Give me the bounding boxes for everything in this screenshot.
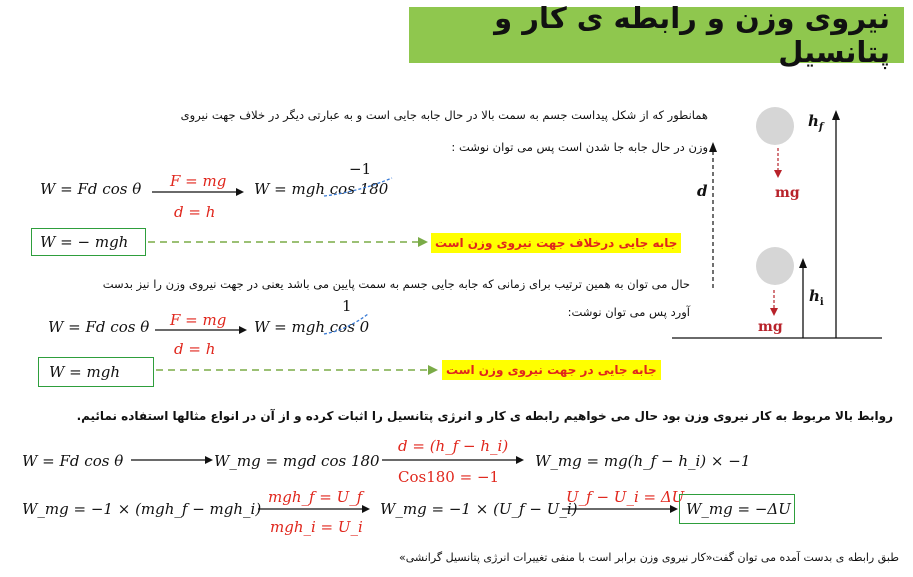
eq4-arrow-bottom: mgh_i = U_i (270, 518, 363, 536)
eq1-annotation: −1 (349, 160, 372, 178)
eq4-result: W_mg = −ΔU (686, 500, 791, 518)
eq4-left: W_mg = −1 × (mgh_f − mgh_i) (22, 500, 262, 518)
eq3-arrow-2 (382, 454, 524, 466)
d-label: d (697, 182, 708, 200)
mg-bottom-label: mg (758, 319, 783, 335)
relation-text: روابط بالا مربوط به کار نیروی وزن بود حال می خواهیم رابطه ی کار و انرژی پتانسیل را اثبات کرده و از آن در انواع مثالها استفاده نمائیم. (76, 409, 893, 423)
diagram (670, 90, 910, 350)
ball-top (756, 107, 794, 145)
eq1-result-box (31, 228, 146, 256)
eq4-arrow-2 (562, 503, 678, 515)
eq1-note: جابه جایی درخلاف جهت نیروی وزن است (431, 233, 681, 253)
eq1-right: W = mgh cos 180 (254, 180, 389, 198)
eq3-mid: W_mg = mgd cos 180 (214, 452, 380, 470)
eq3-arrow-1 (131, 454, 213, 466)
eq1-arrow (152, 186, 244, 198)
eq2-annotation: 1 (342, 297, 352, 315)
eq2-left: W = Fd cos θ (48, 318, 150, 336)
eq2-strike (322, 312, 372, 336)
eq3-right: W_mg = mg(h_f − h_i) × −1 (535, 452, 751, 470)
eq2-dashed-arrow (156, 364, 438, 376)
intro-line-1: همانطور که از شکل پیداست جسم به سمت بالا در حال جابه جایی است و به عبارتی دیگر در خلاف جهت نیروی (180, 108, 708, 122)
eq2-arrow (155, 324, 247, 336)
eq3-left: W = Fd cos θ (22, 452, 124, 470)
eq2-result-box (38, 357, 154, 387)
hi-label: $h_i$ (809, 287, 824, 308)
eq1-result: W = − mgh (40, 233, 129, 251)
eq4-arrow2-top: U_f − U_i = ΔU (566, 488, 685, 506)
intro-line-2: وزن در حال جابه جا شدن است پس می توان نوشت : (451, 140, 708, 154)
hf-label: $h_f$ (808, 112, 824, 133)
eq4-mid: W_mg = −1 × (U_f − U_i) (380, 500, 578, 518)
eq1-strike (322, 176, 394, 198)
eq2-arrow-bottom: d = h (174, 340, 216, 358)
eq2-right: W = mgh cos 0 (254, 318, 370, 336)
conclusion-text: طبق رابطه ی بدست آمده می توان گفت«کار نیروی وزن برابر است با منفی تغییرات انرژی پتانسیل گرانشی» (399, 551, 899, 564)
eq1-arrow-bottom: d = h (174, 203, 216, 221)
eq3-arrow-bottom: Cos180 = −1 (398, 468, 500, 486)
eq1-arrow-top: F = mg (170, 172, 227, 190)
eq1-dashed-arrow (148, 236, 428, 248)
eq2-arrow-top: F = mg (170, 311, 227, 329)
eq4-arrow-top: mgh_f = U_f (268, 488, 363, 506)
eq4-result-box (679, 494, 795, 524)
eq1-left: W = Fd cos θ (40, 180, 142, 198)
eq2-note: جابه جایی در جهت نیروی وزن است (442, 360, 661, 380)
mg-top-label: mg (775, 185, 800, 201)
ball-bottom (756, 247, 794, 285)
eq3-arrow-top: d = (h_f − h_i) (398, 437, 509, 455)
mid-line-2: آورد پس می توان نوشت: (567, 305, 690, 319)
mid-line-1: حال می توان به همین ترتیب برای زمانی که جابه جایی جسم به سمت پایین می باشد یعنی در جهت نیروی وزن را نیز بدست (102, 277, 690, 291)
eq4-arrow-1 (258, 503, 370, 515)
page-title: نیروی وزن و رابطه ی کار و پتانسیل (409, 7, 904, 63)
eq2-result: W = mgh (49, 363, 121, 381)
